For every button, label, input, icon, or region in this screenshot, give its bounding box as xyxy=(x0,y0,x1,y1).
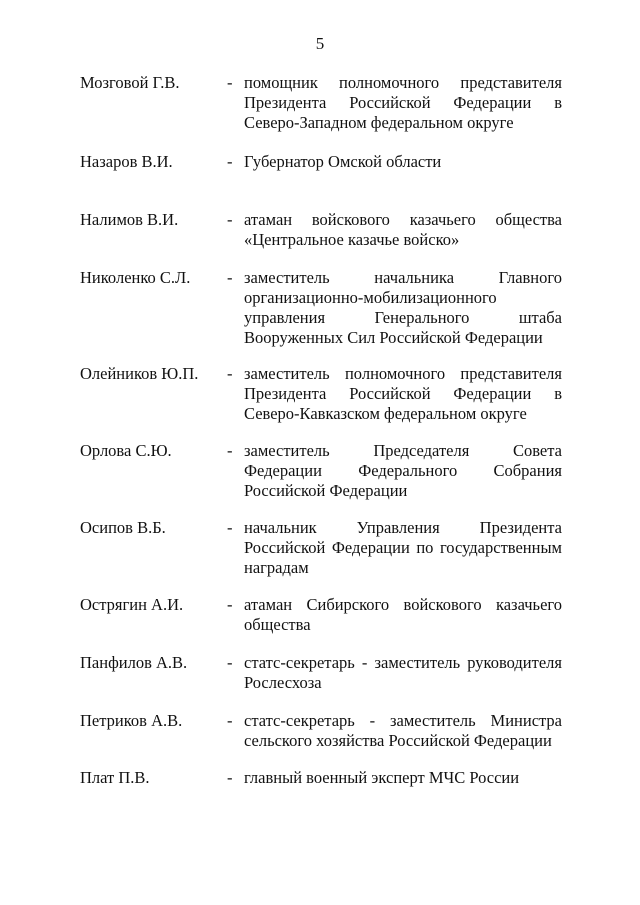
person-position: помощник полномочного представителя Президента Российской Федерации в Северо-Западном федеральном округе xyxy=(244,73,562,132)
separator-dash: - xyxy=(227,210,233,229)
person-name: Николенко С.Л. xyxy=(80,268,191,287)
person-position: атаман Сибирского войскового казачьего общества xyxy=(244,595,562,634)
separator-dash: - xyxy=(227,768,233,787)
person-position: начальник Управления Президента Российской Федерации по государственным наградам xyxy=(244,518,562,577)
person-name: Осипов В.Б. xyxy=(80,518,166,537)
separator-dash: - xyxy=(227,711,233,730)
person-name: Плат П.В. xyxy=(80,768,150,787)
separator-dash: - xyxy=(227,653,233,672)
person-position: статс-секретарь - заместитель Министра сельского хозяйства Российской Федерации xyxy=(244,711,562,750)
person-position: заместитель начальника Главного организационно-мобилизационного управления Генерального штаба Вооруженных Сил Российской Федерации xyxy=(244,268,562,347)
person-name: Петриков А.В. xyxy=(80,711,183,730)
person-name: Назаров В.И. xyxy=(80,152,173,171)
page-number: 5 xyxy=(315,34,325,53)
person-position: главный военный эксперт МЧС России xyxy=(244,768,520,787)
person-name: Олейников Ю.П. xyxy=(80,364,199,383)
separator-dash: - xyxy=(227,595,233,614)
separator-dash: - xyxy=(227,364,233,383)
person-name: Налимов В.И. xyxy=(80,210,179,229)
person-name: Орлова С.Ю. xyxy=(80,441,172,460)
person-name: Острягин А.И. xyxy=(80,595,184,614)
person-name: Панфилов А.В. xyxy=(80,653,188,672)
person-position: Губернатор Омской области xyxy=(244,152,442,171)
separator-dash: - xyxy=(227,518,233,537)
person-position: атаман войскового казачьего общества «Центральное казачье войско» xyxy=(244,210,562,249)
person-position: заместитель Председателя Совета Федерации Федерального Собрания Российской Федерации xyxy=(244,441,562,500)
separator-dash: - xyxy=(227,441,233,460)
separator-dash: - xyxy=(227,268,233,287)
person-position: статс-секретарь - заместитель руководителя Рослесхоза xyxy=(244,653,562,692)
separator-dash: - xyxy=(227,73,233,92)
person-name: Мозговой Г.В. xyxy=(80,73,180,92)
person-position: заместитель полномочного представителя Президента Российской Федерации в Северо-Кавказском федеральном округе xyxy=(244,364,562,423)
separator-dash: - xyxy=(227,152,233,171)
